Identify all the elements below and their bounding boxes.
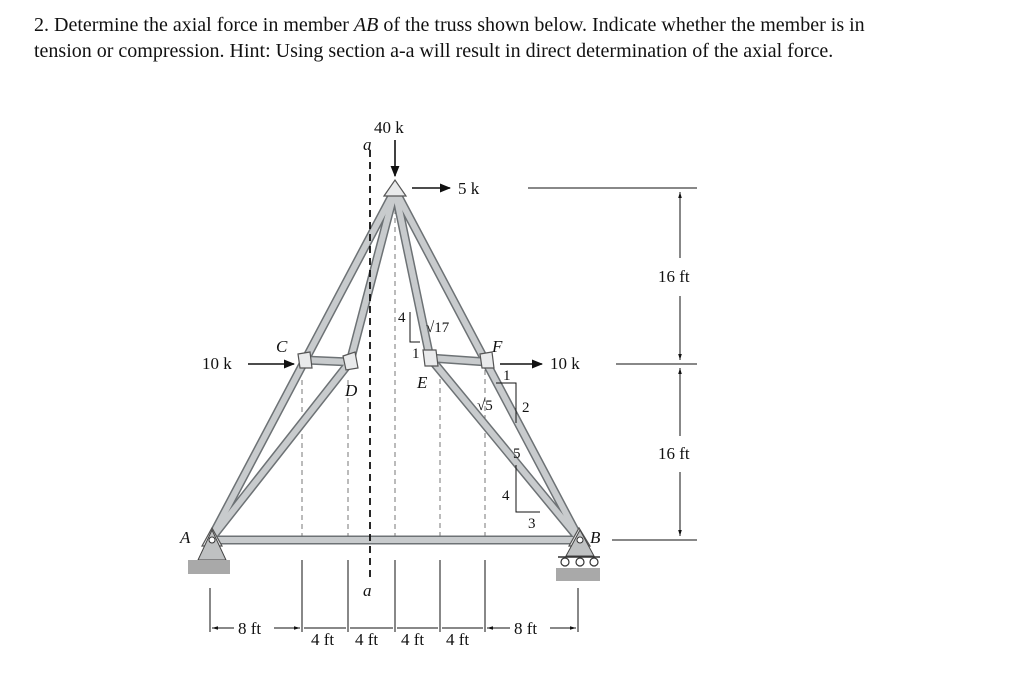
joints xyxy=(202,180,590,546)
slope-3-hyp: 5 xyxy=(513,446,521,462)
node-label-a: A xyxy=(180,528,191,547)
dim-bottom-2: 4 ft xyxy=(311,630,335,649)
node-label-d: D xyxy=(345,381,358,400)
problem-line-1-suffix: of the truss shown below. Indicate whether the member is in xyxy=(378,14,865,36)
slope-2-rise: 2 xyxy=(522,400,530,416)
dim-height-lower: 16 ft xyxy=(658,444,690,463)
dim-bottom-5: 4 ft xyxy=(446,630,470,649)
node-label-c: C xyxy=(276,337,288,356)
dim-bottom-3: 4 ft xyxy=(355,630,379,649)
joint-top xyxy=(384,180,406,196)
problem-line-1-prefix: 2. Determine the axial force in member xyxy=(34,14,354,36)
node-label-e: E xyxy=(417,373,428,392)
load-10k-left-label: 10 k xyxy=(202,354,232,373)
node-label-b: B xyxy=(590,528,601,547)
slope-2-run: 1 xyxy=(503,368,511,384)
slope-1-run: 1 xyxy=(412,346,420,362)
slope-3-rise: 4 xyxy=(502,488,510,504)
member-name: AB xyxy=(353,14,379,36)
slope-3-run: 3 xyxy=(528,516,536,532)
section-label-bottom: a xyxy=(363,581,372,600)
joint-d xyxy=(343,352,358,370)
load-5k-label: 5 k xyxy=(458,179,480,198)
section-label-top: a xyxy=(363,135,372,154)
problem-line-2: tension or compression. Hint: Using section a-a will result in direct determination of the axial force. xyxy=(34,40,834,62)
dim-bottom-4: 4 ft xyxy=(401,630,425,649)
dim-bottom-1: 8 ft xyxy=(238,619,262,638)
slope-1-hyp: √17 xyxy=(426,320,450,336)
load-10k-right-label: 10 k xyxy=(550,354,580,373)
dim-bottom-6: 8 ft xyxy=(514,619,538,638)
slope-1-rise: 4 xyxy=(398,310,406,326)
node-label-f: F xyxy=(492,337,503,356)
joint-e xyxy=(423,350,438,366)
dim-height-upper: 16 ft xyxy=(658,267,690,286)
load-40k-label: 40 k xyxy=(374,118,404,137)
joint-c xyxy=(298,352,312,368)
slope-2-hyp: √5 xyxy=(477,398,493,414)
projection-lines xyxy=(302,200,485,540)
